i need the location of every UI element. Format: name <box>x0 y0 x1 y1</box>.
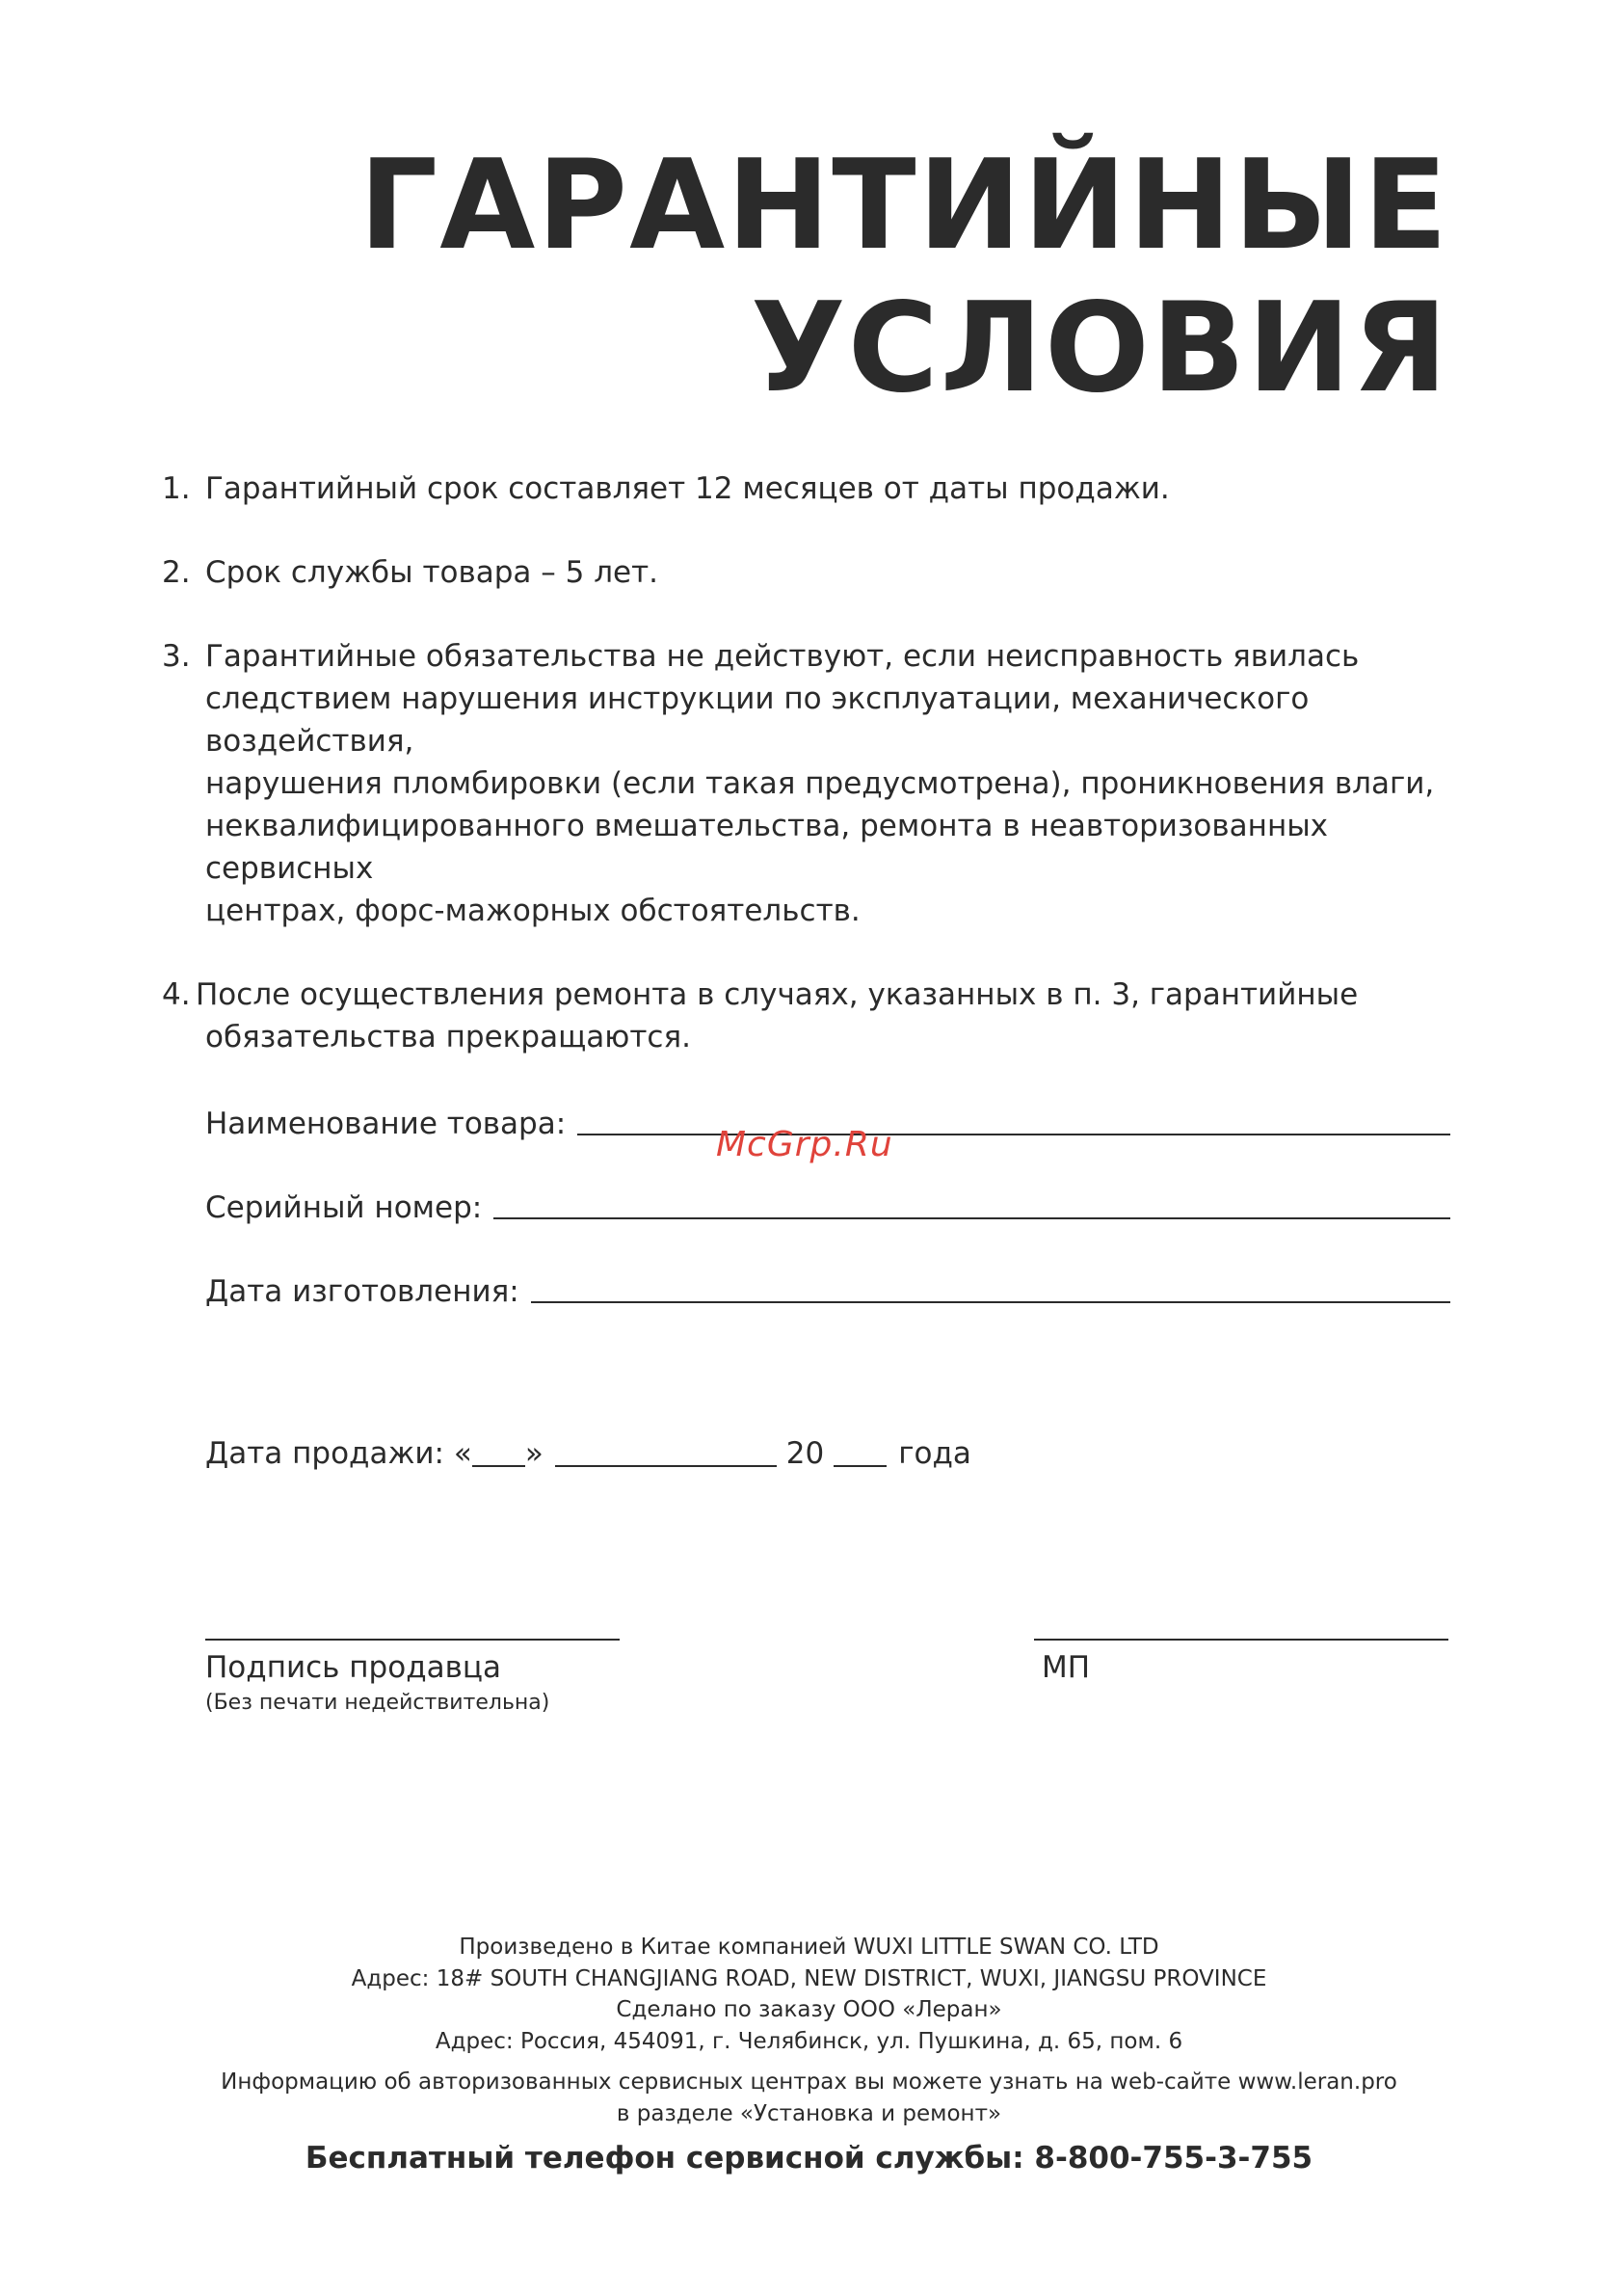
footer-service-info: Информацию об авторизованных сервисных центрах вы можете узнать на web-сайте www.leran.pro <box>221 2069 1397 2095</box>
term-item <box>162 467 1453 510</box>
warranty-terms-list <box>162 467 1453 1100</box>
stamp-line[interactable] <box>1034 1639 1448 1641</box>
page-title <box>359 135 1449 420</box>
manufacture-date-label: Дата изготовления: <box>205 1274 519 1309</box>
sale-day-blank[interactable] <box>472 1436 525 1467</box>
title-line-2: УСЛОВИЯ <box>751 277 1449 420</box>
footer-service-phone: Бесплатный телефон сервисной службы: 8-800-755-3-755 <box>305 2141 1313 2176</box>
sale-year-word: года <box>898 1436 971 1471</box>
sale-date-close-quote: » <box>524 1436 544 1471</box>
term-number: 4. <box>162 977 191 1012</box>
term-text-line: следствием нарушения инструкции по эксплуатации, механического воздействия, <box>205 681 1310 759</box>
term-text-line: Гарантийный срок составляет 12 месяцев от даты продажи. <box>205 471 1170 506</box>
term-text-line: обязательства прекращаются. <box>205 1020 691 1055</box>
term-text-line: Срок службы товара – 5 лет. <box>205 555 658 590</box>
product-name-label: Наименование товара: <box>205 1107 567 1141</box>
footer-ordered-by: Сделано по заказу ООО «Леран» <box>616 1997 1002 2022</box>
footer-manufacturer: Произведено в Китае компанией WUXI LITTLE SWAN CO. LTD <box>459 1935 1159 1960</box>
term-item <box>162 974 1453 1058</box>
term-number: 1. <box>162 471 191 506</box>
term-item <box>162 551 1453 594</box>
term-text-line: центрах, форс-мажорных обстоятельств. <box>205 894 861 928</box>
product-name-line[interactable] <box>577 1134 1450 1135</box>
term-text-line: После осуществления ремонта в случаях, указанных в п. 3, гарантийные <box>196 977 1359 1012</box>
serial-number-field[interactable] <box>205 1183 1450 1225</box>
sale-date-label: Дата продажи: « <box>205 1436 472 1471</box>
term-item <box>162 635 1453 932</box>
manufacture-date-field[interactable] <box>205 1267 1450 1309</box>
manufacture-date-line[interactable] <box>531 1301 1450 1303</box>
sale-date-field[interactable] <box>205 1436 971 1471</box>
seller-signature-note: (Без печати недействительна) <box>205 1691 550 1715</box>
footer-service-section: в разделе «Установка и ремонт» <box>616 2100 1002 2126</box>
seller-signature-line[interactable] <box>205 1639 620 1641</box>
watermark: McGrp.Ru <box>716 1125 893 1164</box>
term-text-line: Гарантийные обязательства не действуют, если неисправность явилась <box>205 639 1360 674</box>
sale-year-blank[interactable] <box>834 1436 887 1467</box>
term-text-line: нарушения пломбировки (если такая предусмотрена), проникновения влаги, <box>205 766 1435 801</box>
seller-signature <box>205 1639 620 1715</box>
term-number: 2. <box>162 555 191 590</box>
footer <box>0 1932 1618 2175</box>
stamp-label: МП <box>1042 1650 1091 1685</box>
serial-number-line[interactable] <box>493 1217 1450 1219</box>
title-line-1: ГАРАНТИЙНЫЕ <box>358 134 1449 278</box>
footer-manufacturer-address: Адрес: 18# SOUTH CHANGJIANG ROAD, NEW DISTRICT, WUXI, JIANGSU PROVINCE <box>351 1965 1267 1991</box>
sale-century: 20 <box>785 1436 825 1471</box>
sale-month-blank[interactable] <box>555 1436 777 1467</box>
term-number: 3. <box>162 639 191 674</box>
term-text-line: неквалифицированного вмешательства, ремонта в неавторизованных сервисных <box>205 809 1329 886</box>
seller-signature-label: Подпись продавца <box>205 1650 502 1685</box>
serial-number-label: Серийный номер: <box>205 1190 483 1225</box>
footer-company-address: Адрес: Россия, 454091, г. Челябинск, ул. Пушкина, д. 65, пом. 6 <box>435 2028 1183 2054</box>
stamp-area <box>1034 1639 1448 1685</box>
